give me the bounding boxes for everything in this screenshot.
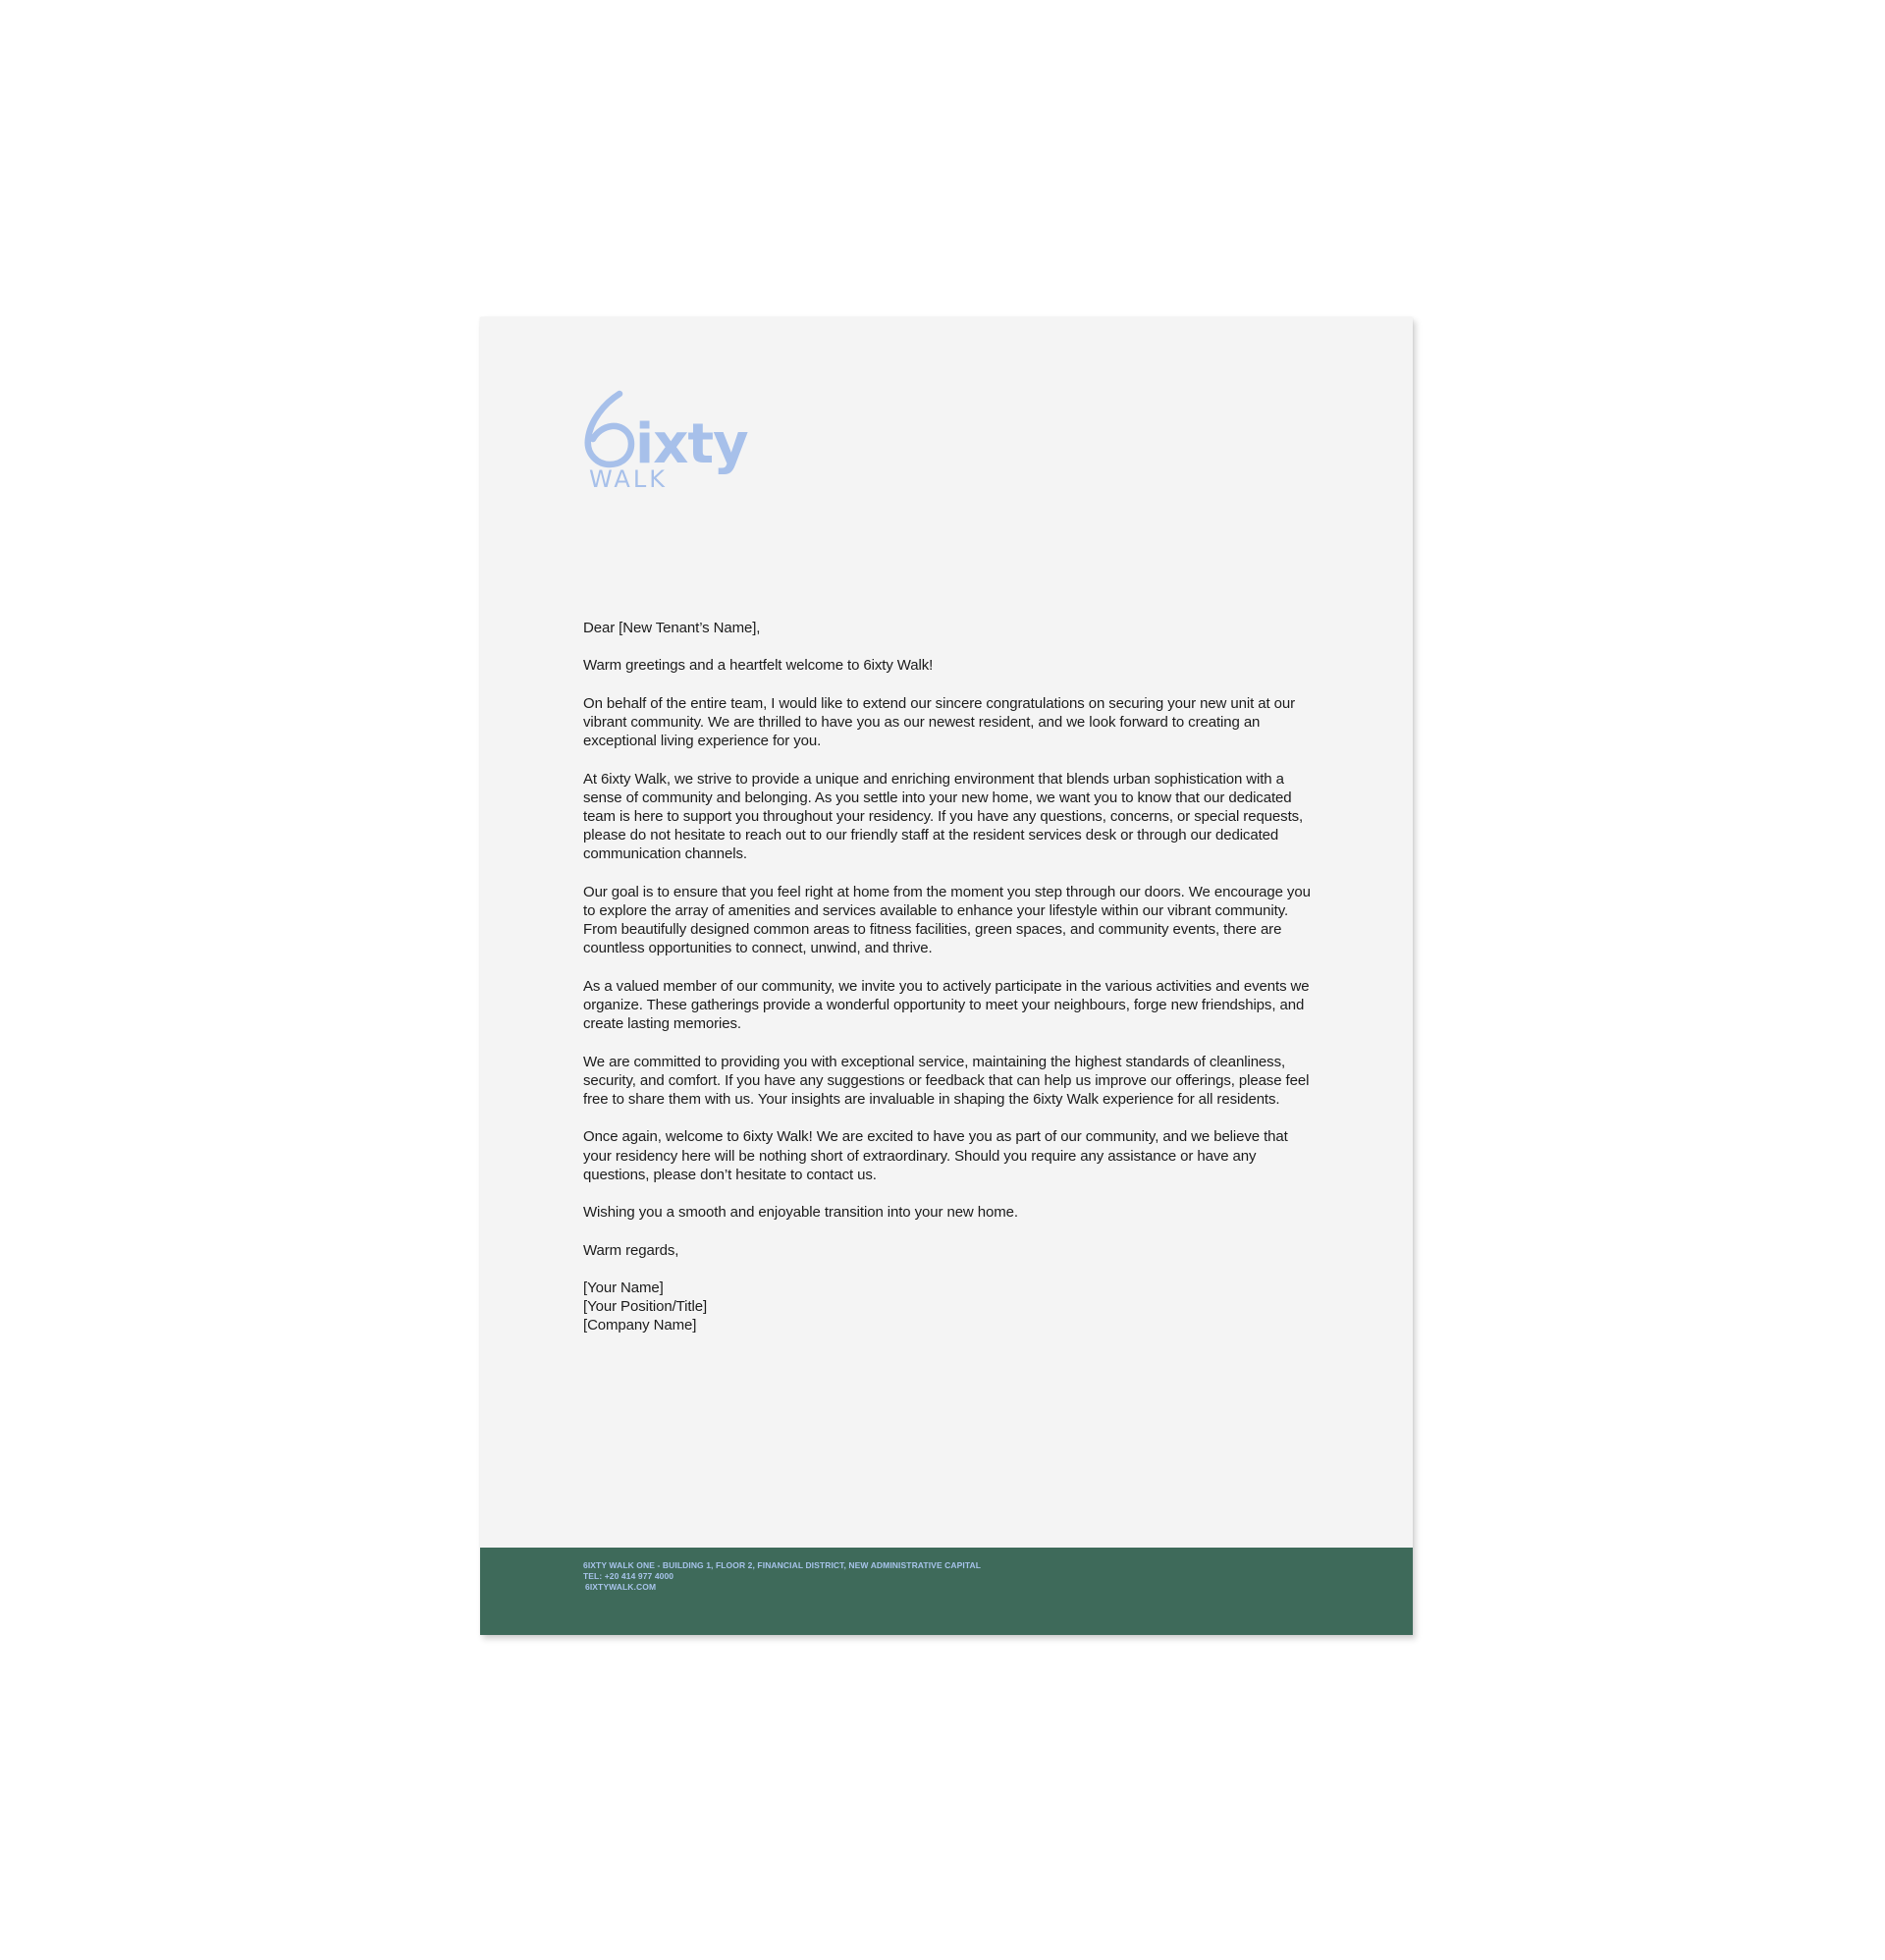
paragraph-amenities: Our goal is to ensure that you feel right at home from the moment you step through our doors. We encourage you to explore the array of amenities and services available to enhance your lifestyle within our vibrant community. From beautifully designed common areas to fitness facilities, green spaces, and community events, there are countless opportunities to connect, unwind, and thrive. bbox=[583, 883, 1311, 957]
signature-company: [Company Name] bbox=[583, 1317, 697, 1334]
footer-telephone: TEL: +20 414 977 4000 bbox=[583, 1571, 674, 1581]
letterhead-page bbox=[480, 317, 1413, 1635]
letter-body bbox=[583, 619, 1315, 1354]
signature-position: [Your Position/Title] bbox=[583, 1298, 708, 1316]
letterhead-footer bbox=[480, 1548, 1413, 1635]
signature-name: [Your Name] bbox=[583, 1279, 664, 1296]
paragraph-activities: As a valued member of our community, we invite you to actively participate in the various activities and events we organize. These gatherings provide a wonderful opportunity to meet your neighbours, forge new friendships, and create lasting memories. bbox=[583, 977, 1310, 1033]
paragraph-congratulations: On behalf of the entire team, I would like to extend our sincere congratulations on securing your new unit at our vibrant community. We are thrilled to have you as our newest resident, and we look forward to creating an exceptional living experience for you. bbox=[583, 694, 1295, 750]
brand-logo bbox=[582, 390, 759, 488]
footer-website: 6IXTYWALK.COM bbox=[585, 1582, 657, 1592]
signature-block bbox=[583, 1279, 1315, 1335]
svg-text:WALK: WALK bbox=[589, 465, 668, 488]
closing: Warm regards, bbox=[583, 1241, 679, 1259]
paragraph-environment: At 6ixty Walk, we strive to provide a unique and enriching environment that blends urban sophistication with a sense of community and belonging. As you settle into your new home, we want you to know that our dedicated team is here to support you throughout your residency. If you have any questions, concerns, or special requests, please do not hesitate to reach out to our friendly staff at the resident services desk or through our dedicated communication channels. bbox=[583, 770, 1304, 863]
paragraph-greeting: Warm greetings and a heartfelt welcome to 6ixty Walk! bbox=[583, 657, 934, 675]
paragraph-service: We are committed to providing you with exceptional service, maintaining the highest standards of cleanliness, security, and comfort. If you have any suggestions or feedback that can help us improve our offerings, please feel free to share them with us. Your insights are invaluable in shaping the 6ixty Walk experience for all residents. bbox=[583, 1053, 1310, 1108]
svg-text:ixty: ixty bbox=[635, 412, 748, 476]
paragraph-wishes: Wishing you a smooth and enjoyable transition into your new home. bbox=[583, 1204, 1018, 1222]
footer-address: 6IXTY WALK ONE - BUILDING 1, FLOOR 2, FINANCIAL DISTRICT, NEW ADMINISTRATIVE CAPITAL bbox=[583, 1560, 982, 1570]
footer-contact bbox=[583, 1560, 981, 1593]
paragraph-welcome-again: Once again, welcome to 6ixty Walk! We are excited to have you as part of our community, and we believe that your residency here will be nothing short of extraordinary. Should you require any assistance or have any questions, please don’t hesitate to contact us. bbox=[583, 1128, 1288, 1183]
salutation: Dear [New Tenant’s Name], bbox=[583, 620, 761, 636]
